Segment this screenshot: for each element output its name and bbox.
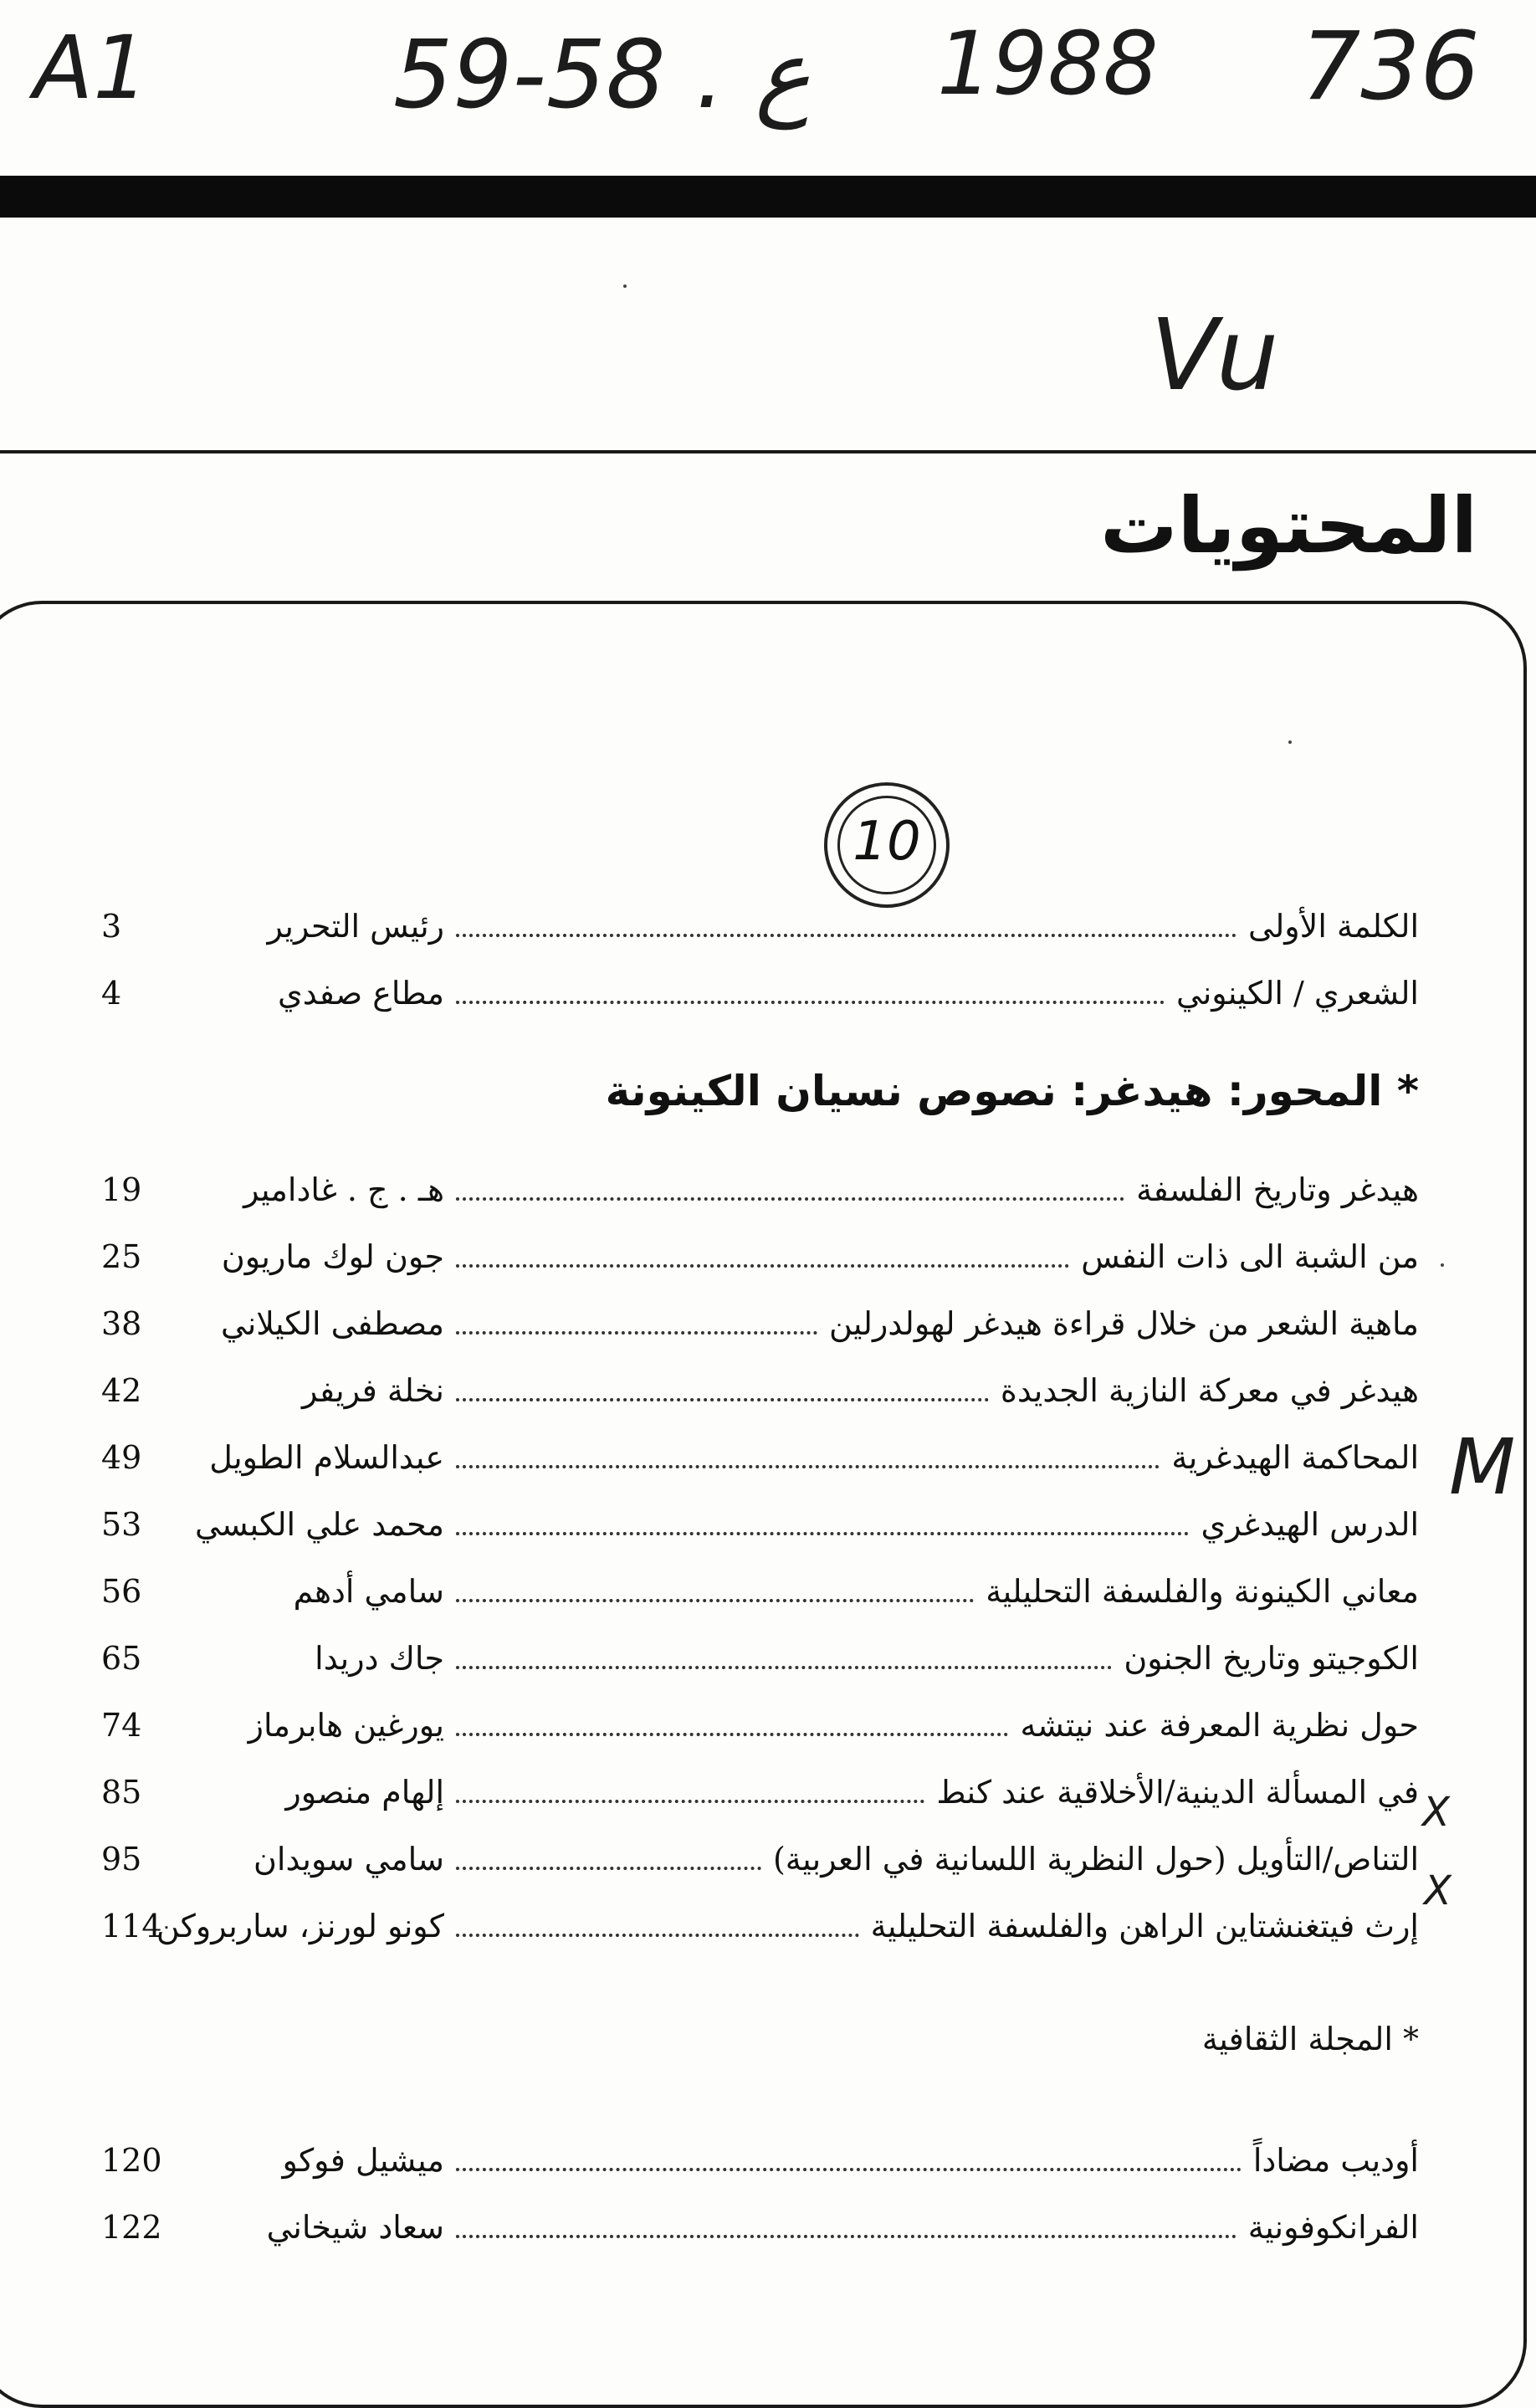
stamp-number: 10	[852, 811, 921, 873]
leader-dots	[456, 1532, 1189, 1535]
toc-entry	[101, 2209, 1419, 2247]
leader-dots	[456, 1264, 1069, 1268]
circular-stamp	[824, 782, 950, 908]
toc-author: نخلة فريفر	[301, 1372, 444, 1409]
toc-page: 38	[101, 1305, 142, 1342]
handwritten-a1: A1	[33, 17, 149, 119]
section-heading-culture: * المجلة الثقافية	[1201, 2021, 1419, 2057]
section-heading-axis: * المحور: هيدغر: نصوص نسيان الكينونة	[605, 1067, 1419, 1115]
toc-title: الكلمة الأولى	[1248, 908, 1419, 945]
toc-page: 42	[101, 1372, 142, 1409]
leader-dots	[456, 1398, 989, 1401]
leader-dots	[456, 2235, 1236, 2238]
toc-entry	[101, 1171, 1419, 1209]
toc-page: 56	[101, 1573, 142, 1610]
leader-dots	[456, 2168, 1242, 2171]
leader-dots	[456, 1934, 859, 1937]
toc-entry	[101, 1238, 1419, 1276]
toc-title: أوديب مضاداً	[1252, 2142, 1419, 2179]
toc-author: مطاع صفدي	[277, 975, 444, 1012]
toc-title: هيدغر وتاريخ الفلسفة	[1136, 1171, 1419, 1208]
toc-entry	[101, 908, 1419, 945]
toc-page: 65	[101, 1640, 142, 1677]
toc-title: هيدغر في معركة النازية الجديدة	[1000, 1372, 1419, 1409]
toc-page: 122	[101, 2209, 162, 2246]
toc-entry	[101, 1707, 1419, 1745]
toc-entry	[101, 1774, 1419, 1811]
toc-page: 3	[101, 908, 122, 945]
scan-speck	[1288, 740, 1292, 744]
handwritten-margin-x: X	[1422, 1789, 1450, 1836]
toc-author: عبدالسلام الطويل	[209, 1439, 444, 1476]
toc-page: 4	[101, 975, 122, 1012]
leader-dots	[456, 1001, 1165, 1004]
handwritten-initials: Vu	[1150, 297, 1279, 412]
handwritten-code: 59-58 . ع	[393, 21, 812, 130]
toc-title: الدرس الهيدغري	[1201, 1506, 1419, 1543]
toc-page: 120	[101, 2142, 162, 2179]
toc-author: محمد علي الكبسي	[194, 1506, 444, 1543]
toc-entry	[101, 1908, 1419, 1945]
toc-page: 85	[101, 1774, 142, 1811]
toc-title: من الشبة الى ذات النفس	[1081, 1238, 1419, 1275]
leader-dots	[456, 1800, 924, 1803]
toc-title: التناص/التأويل (حول النظرية اللسانية في العربية)	[772, 1841, 1419, 1878]
leader-dots	[456, 1666, 1112, 1669]
handwritten-margin-m: M	[1449, 1422, 1516, 1512]
toc-entry	[101, 1640, 1419, 1678]
toc-entry	[101, 1841, 1419, 1878]
toc-entry	[101, 1573, 1419, 1611]
toc-page: 49	[101, 1439, 142, 1476]
toc-author: ميشيل فوكو	[282, 2142, 444, 2179]
toc-title: ماهية الشعر من خلال قراءة هيدغر لهولدرلين	[828, 1305, 1419, 1342]
toc-author: سامي أدهم	[293, 1573, 444, 1610]
toc-title: الفرانكوفونية	[1247, 2209, 1419, 2246]
toc-title: في المسألة الدينية/الأخلاقية عند كنط	[936, 1774, 1419, 1811]
leader-dots	[456, 1867, 761, 1870]
toc-author: سعاد شيخاني	[266, 2209, 444, 2246]
page-title: المحتويات	[1100, 481, 1477, 571]
toc-entry	[101, 1439, 1419, 1477]
toc-title: المحاكمة الهيدغرية	[1171, 1439, 1419, 1476]
handwritten-number: 736	[1301, 13, 1480, 121]
toc-entry	[101, 1305, 1419, 1343]
toc-title: إرث فيتغنشتاين الراهن والفلسفة التحليلية	[870, 1908, 1419, 1944]
toc-entry	[101, 1372, 1419, 1410]
handwritten-year: 1988	[937, 13, 1159, 115]
leader-dots	[456, 1197, 1124, 1201]
toc-author: جون لوك ماريون	[221, 1238, 444, 1275]
leader-dots	[456, 1599, 974, 1602]
leader-dots	[456, 1733, 1008, 1736]
toc-author: سامي سويدان	[253, 1841, 444, 1878]
toc-author: كونو لورنز، ساربروكن	[156, 1908, 444, 1944]
toc-author: رئيس التحرير	[267, 908, 444, 945]
handwritten-margin-x: X	[1424, 1867, 1452, 1914]
toc-title: الشعري / الكينوني	[1176, 975, 1419, 1012]
toc-title: معاني الكينونة والفلسفة التحليلية	[986, 1573, 1419, 1610]
toc-author: إلهام منصور	[285, 1774, 444, 1811]
header-thin-rule	[0, 450, 1536, 453]
leader-dots	[456, 934, 1236, 937]
scan-speck	[623, 284, 627, 288]
leader-dots	[456, 1331, 817, 1335]
toc-author: هـ . ج . غادامير	[243, 1171, 444, 1208]
toc-entry	[101, 1506, 1419, 1544]
scan-speck	[1441, 1263, 1444, 1267]
toc-page: 74	[101, 1707, 142, 1744]
toc-page: 19	[101, 1171, 142, 1208]
contents-frame	[0, 601, 1527, 2408]
toc-page: 95	[101, 1841, 142, 1878]
header-thick-rule	[0, 176, 1536, 218]
toc-author: مصطفى الكيلاني	[221, 1305, 444, 1342]
toc-author: يورغين هابرماز	[248, 1707, 444, 1744]
toc-title: حول نظرية المعرفة عند نيتشه	[1020, 1707, 1419, 1744]
toc-entry	[101, 2142, 1419, 2180]
toc-entry	[101, 975, 1419, 1012]
toc-page: 25	[101, 1238, 142, 1275]
toc-page: 53	[101, 1506, 142, 1543]
toc-title: الكوجيتو وتاريخ الجنون	[1124, 1640, 1419, 1677]
toc-page: 114	[101, 1908, 162, 1944]
toc-author: جاك دريدا	[315, 1640, 444, 1677]
leader-dots	[456, 1465, 1160, 1468]
